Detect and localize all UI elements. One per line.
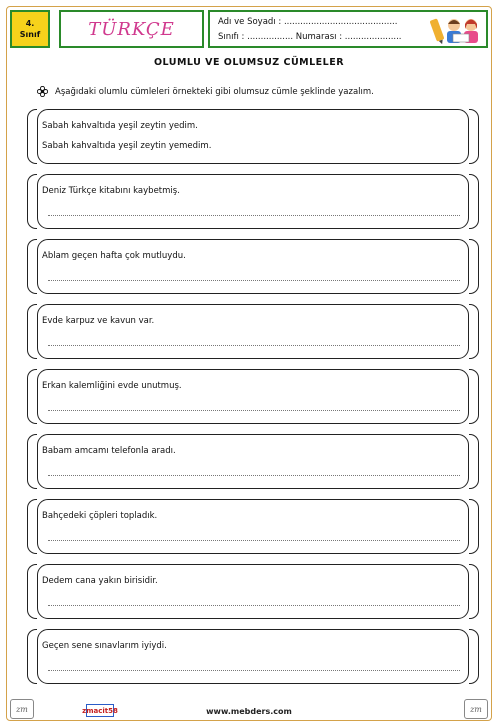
exercise-box-4 xyxy=(37,369,469,424)
answer-line[interactable] xyxy=(48,345,460,346)
exercise-box-2 xyxy=(37,239,469,294)
subject-title: TÜRKÇE xyxy=(88,18,175,40)
grade-number: 4. xyxy=(25,19,35,28)
exercise-sentence: Dedem cana yakın birisidir. xyxy=(42,576,158,586)
class-number-field-label: Sınıfı : ................. Numarası : ..................... xyxy=(218,32,402,42)
footer-logo-right: zm xyxy=(464,699,488,719)
answer-line[interactable] xyxy=(48,410,460,411)
answer-line[interactable] xyxy=(48,670,460,671)
exercise-sentence: Babam amcamı telefonla aradı. xyxy=(42,446,176,456)
exercise-box-6 xyxy=(37,499,469,554)
example-answer: Sabah kahvaltıda yeşil zeytin yemedim. xyxy=(42,141,212,151)
example-box xyxy=(37,109,469,164)
exercise-sentence: Ablam geçen hafta çok mutluydu. xyxy=(42,251,186,261)
exercise-sentence: Deniz Türkçe kitabını kaybetmiş. xyxy=(42,186,180,196)
exercise-box-8 xyxy=(37,629,469,684)
student-info-box xyxy=(208,10,488,48)
exercise-box-1 xyxy=(37,174,469,229)
instruction-line xyxy=(37,86,374,97)
grade-badge xyxy=(10,10,50,48)
answer-line[interactable] xyxy=(48,540,460,541)
author-badge: zmacit58 xyxy=(86,704,114,717)
answer-line[interactable] xyxy=(48,605,460,606)
instruction-text: Aşağıdaki olumlu cümleleri örnekteki gibi olumsuz cümle şeklinde yazalım. xyxy=(55,86,374,97)
answer-line[interactable] xyxy=(48,280,460,281)
exercise-sentence: Bahçedeki çöpleri topladık. xyxy=(42,511,158,521)
grade-label: Sınıf xyxy=(19,30,41,39)
subject-title-box xyxy=(59,10,204,48)
answer-line[interactable] xyxy=(48,215,460,216)
footer-logo-left: zm xyxy=(10,699,34,719)
exercise-sentence: Erkan kalemliğini evde unutmuş. xyxy=(42,381,182,391)
exercise-box-7 xyxy=(37,564,469,619)
exercise-box-5 xyxy=(37,434,469,489)
example-sentence: Sabah kahvaltıda yeşil zeytin yedim. xyxy=(42,121,198,131)
name-field-label: Adı ve Soyadı : .......................................... xyxy=(218,17,398,27)
answer-line[interactable] xyxy=(48,475,460,476)
exercise-sentence: Evde karpuz ve kavun var. xyxy=(42,316,155,326)
worksheet-heading: OLUMLU VE OLUMSUZ CÜMLELER xyxy=(153,57,345,68)
exercise-sentence: Geçen sene sınavlarım iyiydi. xyxy=(42,641,167,651)
exercise-box-3 xyxy=(37,304,469,359)
children-reading-icon xyxy=(429,15,483,45)
website-link[interactable]: www.mebders.com xyxy=(206,707,292,716)
flower-bullet-icon xyxy=(37,86,48,97)
